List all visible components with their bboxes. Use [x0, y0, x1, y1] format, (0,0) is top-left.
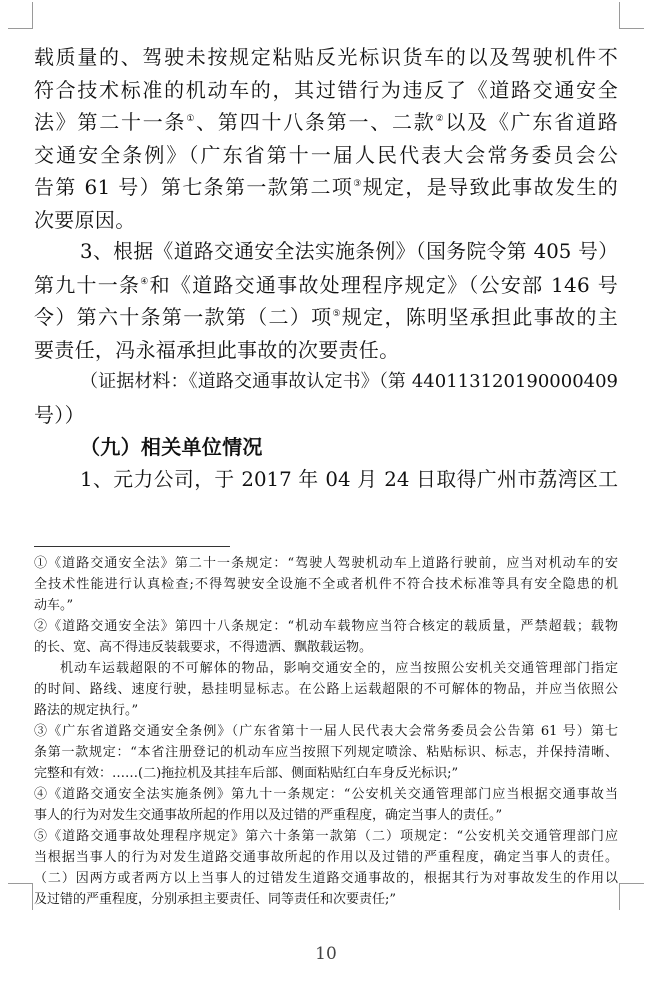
body-text: [34, 41, 618, 496]
footnote-ref: ②: [435, 114, 446, 124]
body-line: 载质量的、驾驶未按规定粘贴反光标识货车的以及驾驶机件不: [34, 45, 618, 69]
footnote-line: 完整和有效：……(二)拖拉机及其挂车后部、侧面粘贴红白车身反光标识;”: [34, 766, 459, 781]
footnote-line: ④《道路交通安全法实施条例》第九十一条规定：“公安机关交通管理部门应当根据交通事故当: [34, 787, 618, 802]
crop-mark-top-left: [8, 2, 33, 29]
footnote-line: 动车。”: [34, 598, 74, 613]
footnote-line: ③《广东省道路交通安全条例》（广东省第十一届人民代表大会常务委员会公告第 61 号）第七: [34, 724, 618, 739]
body-line: 告第 61 号）第七条第一款第二项③规定，是导致此事故发生的: [34, 175, 619, 199]
footnote-line: ①《道路交通安全法》第二十一条规定：“驾驶人驾驶机动车上道路行驶前，应当对机动车的安: [34, 556, 618, 571]
footnote-line: 机动车运载超限的不可解体的物品，影响交通安全的，应当按照公安机关交通管理部门指定: [60, 661, 618, 676]
body-line: 号））: [34, 402, 85, 427]
footnote-line: 的时间、路线、速度行驶，悬挂明显标志。在公路上运载超限的不可解体的物品，并应当依照公: [34, 682, 618, 697]
body-line: 令）第六十条第一款第（二）项⑤规定，陈明坚承担此事故的主: [34, 305, 618, 329]
footnote-separator: [34, 546, 230, 547]
footnote-ref: ①: [186, 114, 197, 124]
footnote-ref: ⑤: [332, 309, 342, 319]
footnote-line: 的长、宽、高不得违反装载要求，不得遗洒、飘散载运物。: [34, 640, 373, 655]
footnote-line: 事人的行为对发生交通事故所起的作用以及过错的严重程度，确定当事人的责任。”: [34, 808, 503, 823]
footnotes: [34, 553, 618, 910]
page-number: 10: [315, 944, 337, 964]
body-line: 交通安全条例》（广东省第十一届人民代表大会常务委员会公: [34, 142, 618, 167]
body-line: 第九十一条④和《道路交通事故处理程序规定》（公安部 146 号: [34, 272, 618, 297]
footnote-line: 路法的规定执行。”: [34, 703, 139, 718]
footnote-line: ⑤《道路交通事故处理程序规定》第六十条第一款第（二）项规定：“公安机关交通管理部门应: [34, 829, 618, 844]
body-line: 1、元力公司，于 2017 年 04 月 24 日取得广州市荔湾区工: [80, 467, 618, 491]
body-line: （证据材料：《道路交通事故认定书》（第 440113120190000409: [80, 371, 618, 392]
footnote-line: 当根据当事人的行为对发生道路交通事故所起的作用以及过错的严重程度，确定当事人的责任。: [34, 850, 618, 865]
footnote-ref: ③: [353, 179, 363, 189]
body-line: 次要原因。: [34, 207, 136, 232]
footnote-line: （二）因两方或者两方以上当事人的过错发生道路交通事故的，根据其行为对事故发生的作用以: [34, 871, 618, 886]
footnote-ref: ④: [140, 276, 150, 287]
body-line: 法》第二十一条①、第四十八条第一、二款②以及《广东省道路: [34, 110, 619, 134]
body-line: 3、根据《道路交通安全法实施条例》（国务院令第 405 号）: [80, 240, 618, 263]
footnote-line: 全技术性能进行认真检查;不得驾驶安全设施不全或者机件不符合技术标准等具有安全隐患的机: [34, 577, 618, 592]
footnote-line: ②《道路交通安全法》第四十八条规定：“机动车载物应当符合核定的载质量，严禁超载；载物: [34, 619, 618, 634]
body-line: 要责任，冯永福承担此事故的次要责任。: [34, 337, 400, 362]
footnote-line: 及过错的严重程度，分别承担主要责任、同等责任和次要责任;”: [34, 892, 397, 907]
footnote-line: 条第一款规定：“本省注册登记的机动车应当按照下列规定喷涂、粘贴标识、标志，并保持清晰、: [34, 745, 618, 760]
section-heading: （九）相关单位情况: [80, 435, 263, 459]
body-line: 符合技术标准的机动车的，其过错行为违反了《道路交通安全: [34, 77, 618, 102]
crop-mark-bottom-left: [8, 883, 33, 910]
crop-mark-top-right: [619, 2, 644, 29]
crop-mark-bottom-right: [619, 883, 644, 910]
